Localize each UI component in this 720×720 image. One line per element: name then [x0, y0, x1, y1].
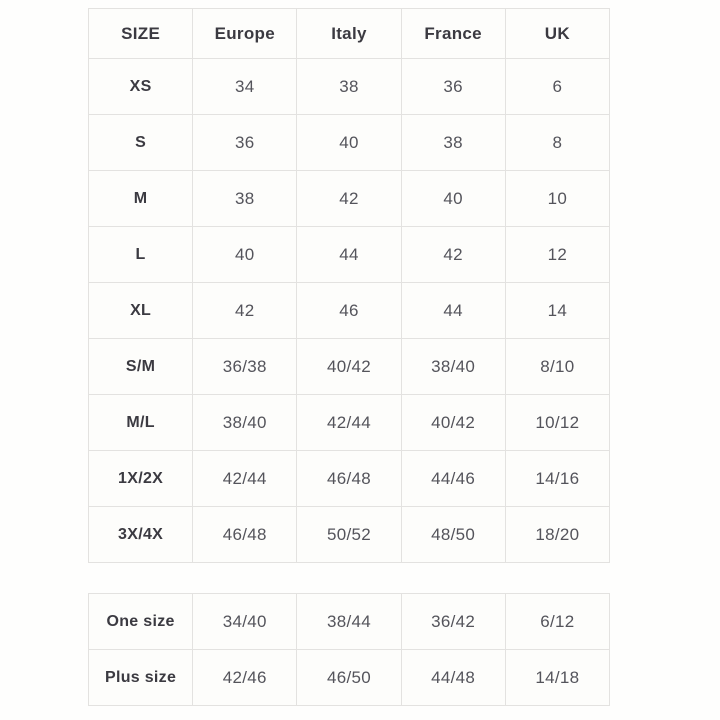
- value-cell: 38: [193, 171, 297, 227]
- value-cell: 44: [401, 283, 505, 339]
- value-cell: 48/50: [401, 507, 505, 563]
- header-cell-france: France: [401, 9, 505, 59]
- size-label-cell: L: [89, 227, 193, 283]
- value-cell: 40/42: [401, 395, 505, 451]
- value-cell: 10/12: [505, 395, 609, 451]
- size-label-cell: XS: [89, 59, 193, 115]
- value-cell: 44/48: [401, 650, 505, 706]
- table-row-m-l: [89, 395, 610, 451]
- header-cell-size: SIZE: [89, 9, 193, 59]
- value-cell: 42: [401, 227, 505, 283]
- size-label-cell: M: [89, 171, 193, 227]
- value-cell: 42/44: [193, 451, 297, 507]
- size-label-cell: XL: [89, 283, 193, 339]
- value-cell: 42/44: [297, 395, 401, 451]
- value-cell: 46/48: [297, 451, 401, 507]
- value-cell: 14/18: [505, 650, 609, 706]
- size-conversion-table: [88, 8, 610, 563]
- table-row-m: [89, 171, 610, 227]
- size-label-cell: S: [89, 115, 193, 171]
- size-conversion-chart: [88, 8, 612, 706]
- table-row-3x-4x: [89, 507, 610, 563]
- value-cell: 8/10: [505, 339, 609, 395]
- value-cell: 38: [401, 115, 505, 171]
- value-cell: 38/40: [401, 339, 505, 395]
- size-label-cell: S/M: [89, 339, 193, 395]
- value-cell: 46: [297, 283, 401, 339]
- value-cell: 40: [193, 227, 297, 283]
- table-row-1x-2x: [89, 451, 610, 507]
- one-size-plus-size-table: [88, 593, 610, 706]
- value-cell: 6/12: [505, 594, 609, 650]
- value-cell: 44: [297, 227, 401, 283]
- size-label-cell: 3X/4X: [89, 507, 193, 563]
- value-cell: 38/40: [193, 395, 297, 451]
- table-row-plus-size: [89, 650, 610, 706]
- value-cell: 40: [297, 115, 401, 171]
- table-row-s-m: [89, 339, 610, 395]
- value-cell: 36/38: [193, 339, 297, 395]
- value-cell: 36: [193, 115, 297, 171]
- header-cell-europe: Europe: [193, 9, 297, 59]
- value-cell: 6: [505, 59, 609, 115]
- value-cell: 36: [401, 59, 505, 115]
- size-label-cell: One size: [89, 594, 193, 650]
- value-cell: 50/52: [297, 507, 401, 563]
- value-cell: 42/46: [193, 650, 297, 706]
- value-cell: 8: [505, 115, 609, 171]
- value-cell: 10: [505, 171, 609, 227]
- value-cell: 36/42: [401, 594, 505, 650]
- header-cell-uk: UK: [505, 9, 609, 59]
- value-cell: 38: [297, 59, 401, 115]
- value-cell: 18/20: [505, 507, 609, 563]
- value-cell: 38/44: [297, 594, 401, 650]
- value-cell: 42: [297, 171, 401, 227]
- value-cell: 42: [193, 283, 297, 339]
- table-row-xl: [89, 283, 610, 339]
- size-label-cell: Plus size: [89, 650, 193, 706]
- value-cell: 44/46: [401, 451, 505, 507]
- table-row-one-size: [89, 594, 610, 650]
- value-cell: 34/40: [193, 594, 297, 650]
- value-cell: 40/42: [297, 339, 401, 395]
- table-row-s: [89, 115, 610, 171]
- value-cell: 14/16: [505, 451, 609, 507]
- value-cell: 14: [505, 283, 609, 339]
- table-row-xs: [89, 59, 610, 115]
- table-header-row: [89, 9, 610, 59]
- value-cell: 34: [193, 59, 297, 115]
- value-cell: 12: [505, 227, 609, 283]
- header-cell-italy: Italy: [297, 9, 401, 59]
- size-label-cell: 1X/2X: [89, 451, 193, 507]
- size-label-cell: M/L: [89, 395, 193, 451]
- value-cell: 40: [401, 171, 505, 227]
- value-cell: 46/50: [297, 650, 401, 706]
- table-gap-spacer: [88, 563, 612, 593]
- value-cell: 46/48: [193, 507, 297, 563]
- table-row-l: [89, 227, 610, 283]
